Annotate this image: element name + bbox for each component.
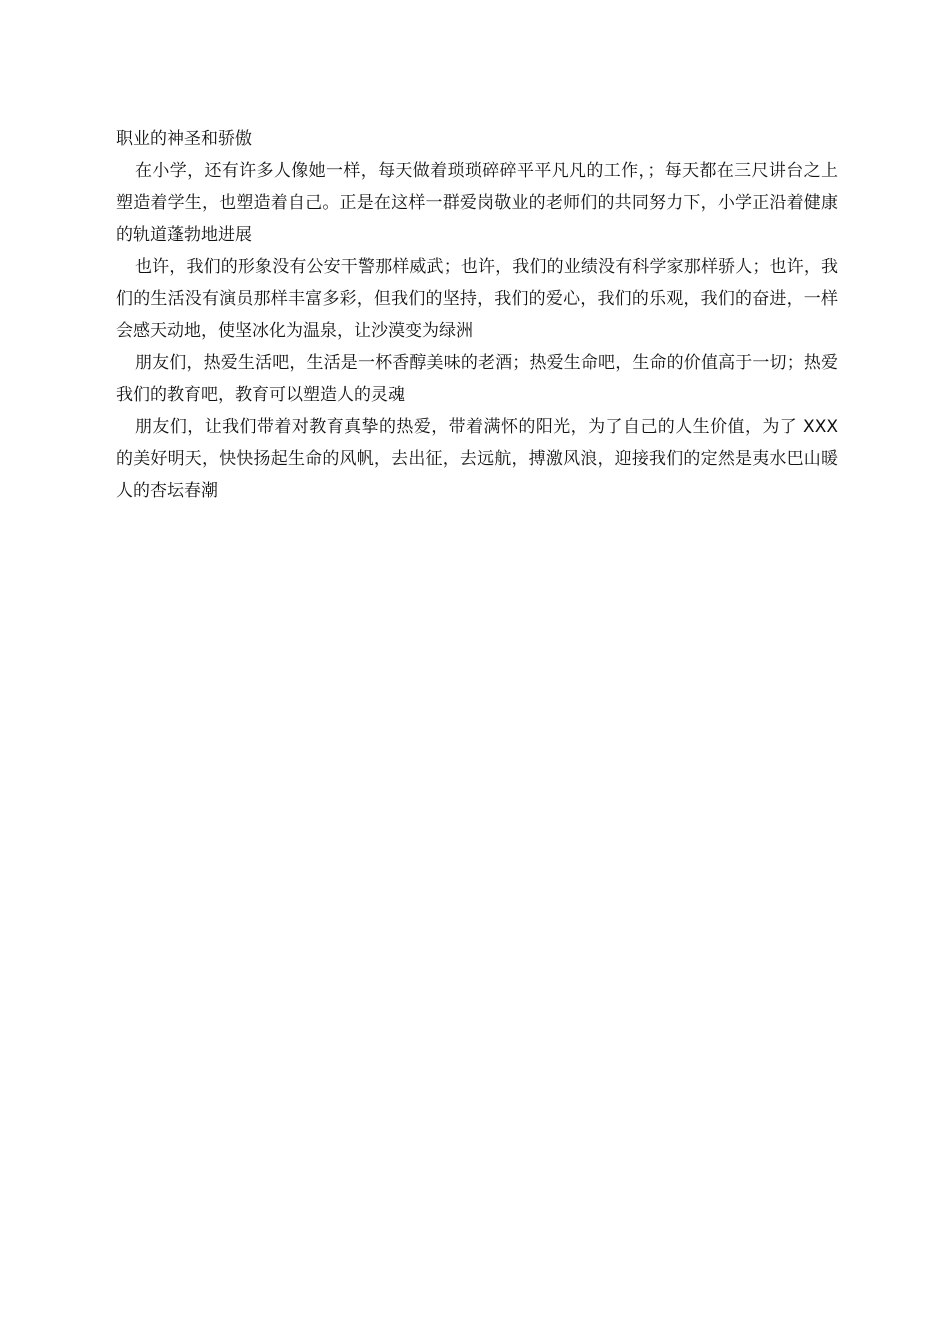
paragraph-continuation: 职业的神圣和骄傲 (116, 129, 252, 149)
paragraph: 也许，我们的形象没有公安干警那样威武；也许，我们的业绩没有科学家那样骄人；也许，我们的生活没有演员那样丰富多彩，但我们的坚持，我们的爱心，我们的乐观，我们的奋进，一样会感天动地，使坚冰化为温泉，让沙漠变为绿洲 (116, 257, 838, 341)
paragraph: 在小学，还有许多人像她一样，每天做着琐琐碎碎平平凡凡的工作，；每天都在三尺讲台之上塑造着学生，也塑造着自己。正是在这样一群爱岗敬业的老师们的共同努力下，小学正沿着健康的轨道蓬勃地进展 (116, 161, 838, 245)
paragraph: 朋友们，热爱生活吧，生活是一杯香醇美味的老酒；热爱生命吧，生命的价值高于一切；热爱我们的教育吧，教育可以塑造人的灵魂 (116, 353, 838, 405)
paragraph: 朋友们，让我们带着对教育真挚的热爱，带着满怀的阳光，为了自己的人生价值，为了 XXX 的美好明天，快快扬起生命的风帆，去出征，去远航，搏激风浪，迎接我们的定然是夷水巴山暖人的杏坛春潮 (116, 417, 838, 501)
document-body (116, 123, 838, 507)
